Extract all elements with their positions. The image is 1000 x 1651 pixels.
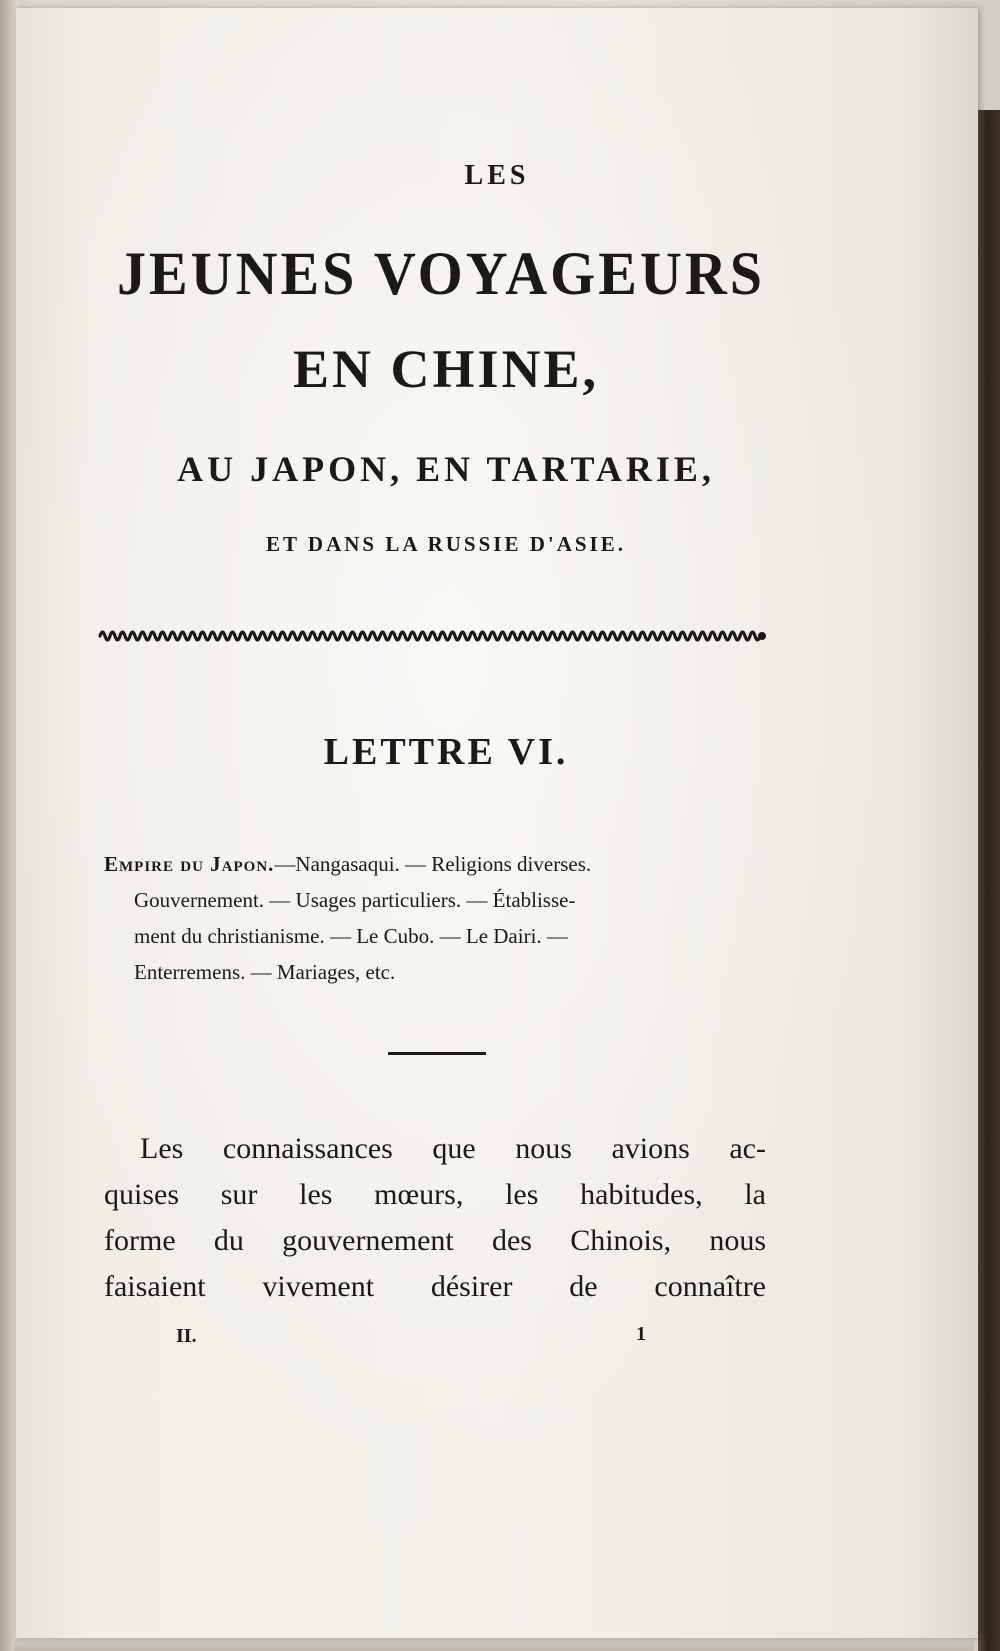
- ornamental-wavy-rule: [98, 622, 768, 650]
- summary-lead: Empire du Japon.: [104, 852, 275, 876]
- book-cover-edge: [978, 110, 1000, 1651]
- title-line-1: JEUNES VOYAGEURS: [117, 239, 765, 308]
- body-line-1: Les connaissances que nous avions ac-: [140, 1132, 766, 1165]
- body-paragraph: [104, 1126, 766, 1310]
- title-les: LES: [464, 160, 530, 191]
- summary-line-2: Gouvernement. — Usages particuliers. — Établisse-: [134, 888, 576, 912]
- bleed-through-text: [188, 198, 908, 244]
- summary-line-1: [104, 846, 764, 882]
- short-divider-rule: [388, 1052, 486, 1055]
- summary-line-4: Enterremens. — Mariages, etc.: [134, 960, 396, 984]
- body-line-2: quises sur les mœurs, les habitudes, la: [104, 1178, 766, 1211]
- body-line-4: faisaient vivement désirer de connaître: [104, 1270, 766, 1303]
- folio-number: 1: [636, 1323, 646, 1345]
- title-line-4: ET DANS LA RUSSIE D'ASIE.: [266, 532, 626, 556]
- title-line-3: AU JAPON, EN TARTARIE,: [177, 449, 715, 489]
- body-line-3: forme du gouvernement des Chinois, nous: [104, 1224, 766, 1257]
- signature-mark: II.: [176, 1325, 197, 1347]
- letter-heading: LETTRE VI.: [323, 731, 569, 773]
- book-page: [16, 8, 978, 1638]
- summary-line-1-rest: —Nangasaqui. — Religions diverses.: [274, 852, 592, 876]
- title-line-2: EN CHINE,: [292, 339, 600, 399]
- summary-line-3: ment du christianisme. — Le Cubo. — Le Dairi. —: [134, 924, 568, 948]
- chapter-summary: [104, 846, 764, 990]
